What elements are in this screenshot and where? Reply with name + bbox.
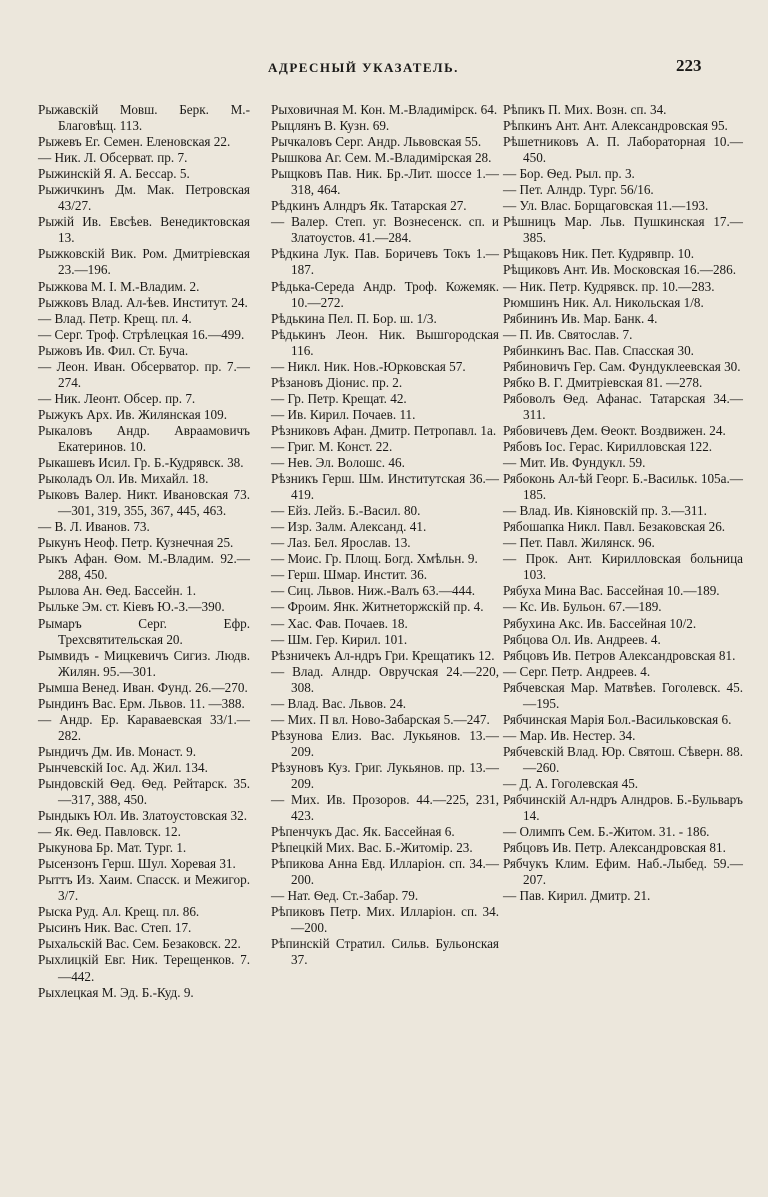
address-entry: Рябцова Ол. Ив. Андреев. 4. (503, 631, 661, 647)
address-entry: — Олимпъ Сем. Б.-Житом. 31. - 186. (503, 824, 710, 840)
address-entry: Рѣдька-Середа Андр. Троф. Кожемяк. 10.—272. (271, 278, 499, 310)
address-entry: — Влад. Вас. Львов. 24. (271, 695, 407, 711)
address-entry: — Д. А. Гоголевская 45. (503, 775, 639, 791)
address-entry: — Лаз. Бел. Ярослав. 13. (271, 535, 411, 551)
address-entry: — Фроим. Янк. Житнеторжскій пр. 4. (271, 599, 484, 615)
address-entry: — Андр. Ер. Караваевская 33/1.—282. (38, 711, 250, 743)
address-entry: Рысинъ Ник. Вас. Степ. 17. (38, 920, 192, 936)
address-entry: Рябчевскій Влад. Юр. Святош. Сѣверн. 88.—260. (503, 743, 743, 775)
address-entry: Рыжинскій Я. А. Бессар. 5. (38, 166, 190, 182)
address-entry: Рымаръ Серг. Ефр. Трехсвятительская 20. (38, 615, 250, 647)
address-entry: Рыцлянъ В. Кузн. 69. (271, 118, 390, 134)
address-entry: Рындинъ Вас. Ерм. Львов. 11. —388. (38, 695, 245, 711)
address-entry: Рыжукъ Арх. Ив. Жилянская 109. (38, 406, 228, 422)
address-entry: Рѣзникъ Герш. Шм. Институтская 36.—419. (271, 471, 499, 503)
address-entry: — Валер. Степ. уг. Вознесенск. сп. и Златоустов. 41.—284. (271, 214, 499, 246)
address-entry: Рыжкова М. І. М.-Владим. 2. (38, 278, 200, 294)
address-entry: Рыколадъ Ол. Ив. Михайл. 18. (38, 471, 209, 487)
address-entry: Рѣшницъ Мар. Льв. Пушкинская 17.—385. (503, 214, 743, 246)
address-entry: — Моис. Гр. Площ. Богд. Хмѣльн. 9. (271, 551, 478, 567)
address-entry: — Кс. Ив. Бульон. 67.—189. (503, 599, 662, 615)
address-column-3 (503, 102, 743, 904)
running-title: АДРЕСНЫЙ УКАЗАТЕЛЬ. (268, 60, 459, 75)
address-entry: Рындовскій Ѳед. Ѳед. Рейтарск. 35.—317, 388, 450. (38, 775, 250, 808)
address-entry: Рылова Ан. Ѳед. Бассейн. 1. (38, 583, 196, 599)
address-entry: — Ник. Петр. Кудрявск. пр. 10.—283. (503, 278, 715, 294)
address-entry: Рыщковъ Пав. Ник. Бр.-Лит. шоссе 1.—318, 464. (271, 166, 499, 198)
address-entry: Рыжій Ив. Евсѣев. Венедиктовская 13. (38, 214, 250, 246)
address-entry: — Шм. Гер. Кирил. 101. (271, 631, 408, 647)
address-entry: Рюмшинъ Ник. Ал. Никольская 1/8. (503, 294, 704, 310)
address-entry: Рѣдькина Пел. П. Бор. ш. 1/3. (271, 310, 437, 326)
address-entry: Рѣщиковъ Ант. Ив. Московская 16.—286. (503, 262, 737, 278)
address-entry: Рябухина Акс. Ив. Бассейная 10/2. (503, 615, 697, 631)
address-entry: Рындыкъ Юл. Ив. Златоустовская 32. (38, 808, 247, 824)
address-entry: Рыхлецкая М. Эд. Б.-Куд. 9. (38, 984, 194, 1000)
address-entry: Рыттъ Из. Хаим. Спасск. и Межигор. 3/7. (38, 872, 250, 904)
address-entry: — Герш. Шмар. Инстит. 36. (271, 567, 428, 583)
address-entry: Рыхлицкій Евг. Ник. Терещенков. 7.—442. (38, 952, 250, 984)
page-header (0, 58, 768, 82)
address-entry: Рябуха Мина Вас. Бассейная 10.—189. (503, 583, 720, 599)
address-column-2 (271, 102, 499, 969)
address-entry: — Серг. Петр. Андреев. 4. (503, 663, 651, 679)
address-columns (38, 102, 743, 1172)
address-entry: — Ул. Влас. Борщаговская 11.—193. (503, 198, 709, 214)
address-entry: Рышкова Аг. Сем. М.-Владимірская 28. (271, 150, 492, 166)
address-entry: Рябчинскій Ал-ндръ Алндров. Б.-Бульваръ 14. (503, 792, 743, 824)
address-entry: Рябоволъ Ѳед. Афанас. Татарская 34.—311. (503, 390, 743, 422)
address-entry: Рябчинская Марія Бол.-Васильковская 6. (503, 711, 732, 727)
address-entry: Рябчевская Мар. Матвѣев. Гоголевск. 45.—195. (503, 679, 743, 711)
address-entry: Рыховичная М. Кон. М.-Владимірск. 64. (271, 102, 498, 117)
address-entry: Рябчукъ Клим. Ефим. Наб.-Лыбед. 59.—207. (503, 856, 743, 888)
address-entry: Рѣзуновъ Куз. Григ. Лукьянов. пр. 13.—209. (271, 759, 499, 791)
address-entry: Рѣдькинъ Леон. Ник. Вышгородская 116. (271, 326, 499, 358)
address-entry: Рѣпенчукъ Дас. Як. Бассейная 6. (271, 824, 455, 840)
address-entry: Рябцовъ Ив. Петров Александровская 81. (503, 647, 736, 663)
address-entry: — Мих. П вл. Ново-Забарская 5.—247. (271, 711, 490, 727)
address-entry: — П. Ив. Святослав. 7. (503, 326, 633, 342)
address-entry: — Нев. Эл. Волошс. 46. (271, 455, 405, 471)
address-entry: Рыкашевъ Исил. Гр. Б.-Кудрявск. 38. (38, 455, 244, 471)
address-entry: Рѣзунова Елиз. Вас. Лукьянов. 13.—209. (271, 727, 499, 759)
address-entry: — Гр. Петр. Крещат. 42. (271, 390, 407, 406)
address-entry: Рыжовъ Ив. Фил. Ст. Буча. (38, 342, 189, 358)
address-entry: — В. Л. Иванов. 73. (38, 519, 150, 535)
address-entry: Рябцовъ Ив. Петр. Александровская 81. (503, 840, 726, 856)
address-entry: Рѣпиковъ Петр. Мих. Илларіон. сп. 34.—200. (271, 904, 499, 936)
address-entry: Рѣдкина Лук. Пав. Боричевъ Токъ 1.—187. (271, 246, 499, 278)
address-entry: Рябошапка Никл. Павл. Безаковская 26. (503, 519, 726, 535)
address-entry: — Влад. Петр. Крещ. пл. 4. (38, 310, 192, 326)
address-entry: Рыкунова Бр. Мат. Тург. 1. (38, 840, 187, 856)
address-entry: Рябининъ Ив. Мар. Банк. 4. (503, 310, 658, 326)
address-entry: Рябовичевъ Дем. Ѳеокт. Воздвижен. 24. (503, 422, 726, 438)
address-entry: Рыльке Эм. ст. Кіевъ Ю.-З.—390. (38, 599, 225, 615)
address-entry: Рыкъ Афан. Ѳом. М.-Владим. 92.—288, 450. (38, 551, 250, 583)
address-entry: Рыска Руд. Ал. Крещ. пл. 86. (38, 904, 200, 920)
address-entry: Рѣшетниковъ А. П. Лабораторная 10.—450. (503, 134, 743, 166)
address-entry: Рябиновичъ Гер. Сам. Фундуклеевская 30. (503, 358, 741, 374)
address-entry: — Григ. М. Конст. 22. (271, 438, 393, 454)
address-entry: — Ив. Кирил. Почаев. 11. (271, 406, 416, 422)
address-entry: Рымша Венед. Иван. Фунд. 26.—270. (38, 679, 248, 695)
page-number: 223 (676, 56, 702, 75)
address-entry: Рыжавскій Мовш. Берк. М.-Благовѣщ. 113. (38, 102, 250, 134)
address-entry: — Ник. Леонт. Обсер. пр. 7. (38, 390, 196, 406)
address-entry: Рѣзничекъ Ал-ндръ Гри. Крещатикъ 12. (271, 647, 495, 663)
address-entry: Рыкаловъ Андр. Авраамовичъ Екатеринов. 10. (38, 422, 250, 454)
address-entry: Рыхальскій Вас. Сем. Безаковск. 22. (38, 936, 241, 952)
address-entry: Рыжковскій Вик. Ром. Дмитріевская 23.—196. (38, 246, 250, 278)
address-entry: — Леон. Иван. Обсерватор. пр. 7.—274. (38, 358, 250, 390)
address-entry: — Прок. Ант. Кирилловская больница 103. (503, 551, 743, 583)
address-entry: — Пав. Кирил. Дмитр. 21. (503, 888, 651, 904)
address-entry: — Мих. Ив. Прозоров. 44.—225, 231, 423. (271, 792, 499, 824)
address-entry: Рындичъ Дм. Ив. Монаст. 9. (38, 743, 197, 759)
address-entry: Рымвидъ - Мицкевичъ Сигиз. Людв. Жилян. 95.—301. (38, 647, 250, 679)
address-entry: Рыжичкинъ Дм. Мак. Петровская 43/27. (38, 182, 250, 214)
address-entry: — Серг. Троф. Стрѣлецкая 16.—499. (38, 326, 245, 342)
address-entry: — Нат. Ѳед. Ст.-Забар. 79. (271, 888, 419, 904)
address-entry: Рѣпикова Анна Евд. Илларіон. сп. 34.—200. (271, 856, 499, 888)
address-entry: — Мит. Ив. Фундукл. 59. (503, 455, 646, 471)
address-entry: Рѣзановъ Діонис. пр. 2. (271, 374, 403, 390)
address-entry: Рыковъ Валер. Никт. Ивановская 73.—301, 319, 355, 367, 445, 463. (38, 487, 250, 519)
address-entry: Рябко В. Г. Дмитріевская 81. —278. (503, 374, 703, 390)
address-entry: Рѣдкинъ Алндръ Як. Татарская 27. (271, 198, 467, 214)
address-entry: Рѣщаковъ Ник. Пет. Кудрявпр. 10. (503, 246, 695, 262)
address-entry: — Влад. Алндр. Овручская 24.—220, 308. (271, 663, 499, 695)
address-entry: — Як. Ѳед. Павловск. 12. (38, 824, 181, 840)
address-entry: — Никл. Ник. Нов.-Юрковская 57. (271, 358, 466, 374)
address-entry: — Пет. Павл. Жилянск. 96. (503, 535, 655, 551)
address-entry: — Ник. Л. Обсерват. пр. 7. (38, 150, 188, 166)
address-entry: — Сиц. Львов. Ниж.-Валъ 63.—444. (271, 583, 476, 599)
address-entry: — Ейз. Лейз. Б.-Васил. 80. (271, 503, 421, 519)
address-entry: Рѣпецкій Мих. Вас. Б.-Житомір. 23. (271, 840, 473, 856)
address-entry: Рѣзниковъ Афан. Дмитр. Петропавл. 1а. (271, 422, 497, 438)
address-entry: — Изр. Залм. Александ. 41. (271, 519, 427, 535)
address-entry: Рынчевскій Іос. Ад. Жил. 134. (38, 759, 208, 775)
address-entry: Рычкаловъ Серг. Андр. Львовская 55. (271, 134, 482, 150)
address-entry: Рѣпинскій Стратил. Сильв. Бульонская 37. (271, 936, 499, 968)
address-entry: Рябинкинъ Вас. Пав. Спасская 30. (503, 342, 694, 358)
address-entry: Рыкунъ Неоф. Петр. Кузнечная 25. (38, 535, 234, 551)
address-entry: Рябовъ Іос. Герас. Кирилловская 122. (503, 438, 713, 454)
address-entry: Рѣпикъ П. Мих. Возн. сп. 34. (503, 102, 667, 117)
address-entry: Рыжковъ Влад. Ал-ѣев. Институт. 24. (38, 294, 248, 310)
address-column-1 (38, 102, 250, 1001)
address-entry: Рябоконь Ал-ѣй Георг. Б.-Васильк. 105а.—185. (503, 471, 743, 503)
address-entry: — Мар. Ив. Нестер. 34. (503, 727, 636, 743)
address-entry: — Бор. Ѳед. Рыл. пр. 3. (503, 166, 635, 182)
address-entry: — Влад. Ив. Кіяновскій пр. 3.—311. (503, 503, 707, 519)
address-entry: Рысензонъ Герш. Шул. Хоревая 31. (38, 856, 236, 872)
address-entry: — Хас. Фав. Почаев. 18. (271, 615, 408, 631)
address-entry: — Пет. Алндр. Тург. 56/16. (503, 182, 654, 198)
address-entry: Рыжевъ Ег. Семен. Еленовская 22. (38, 134, 231, 150)
address-entry: Рѣпкинъ Ант. Ант. Александровская 95. (503, 118, 728, 134)
